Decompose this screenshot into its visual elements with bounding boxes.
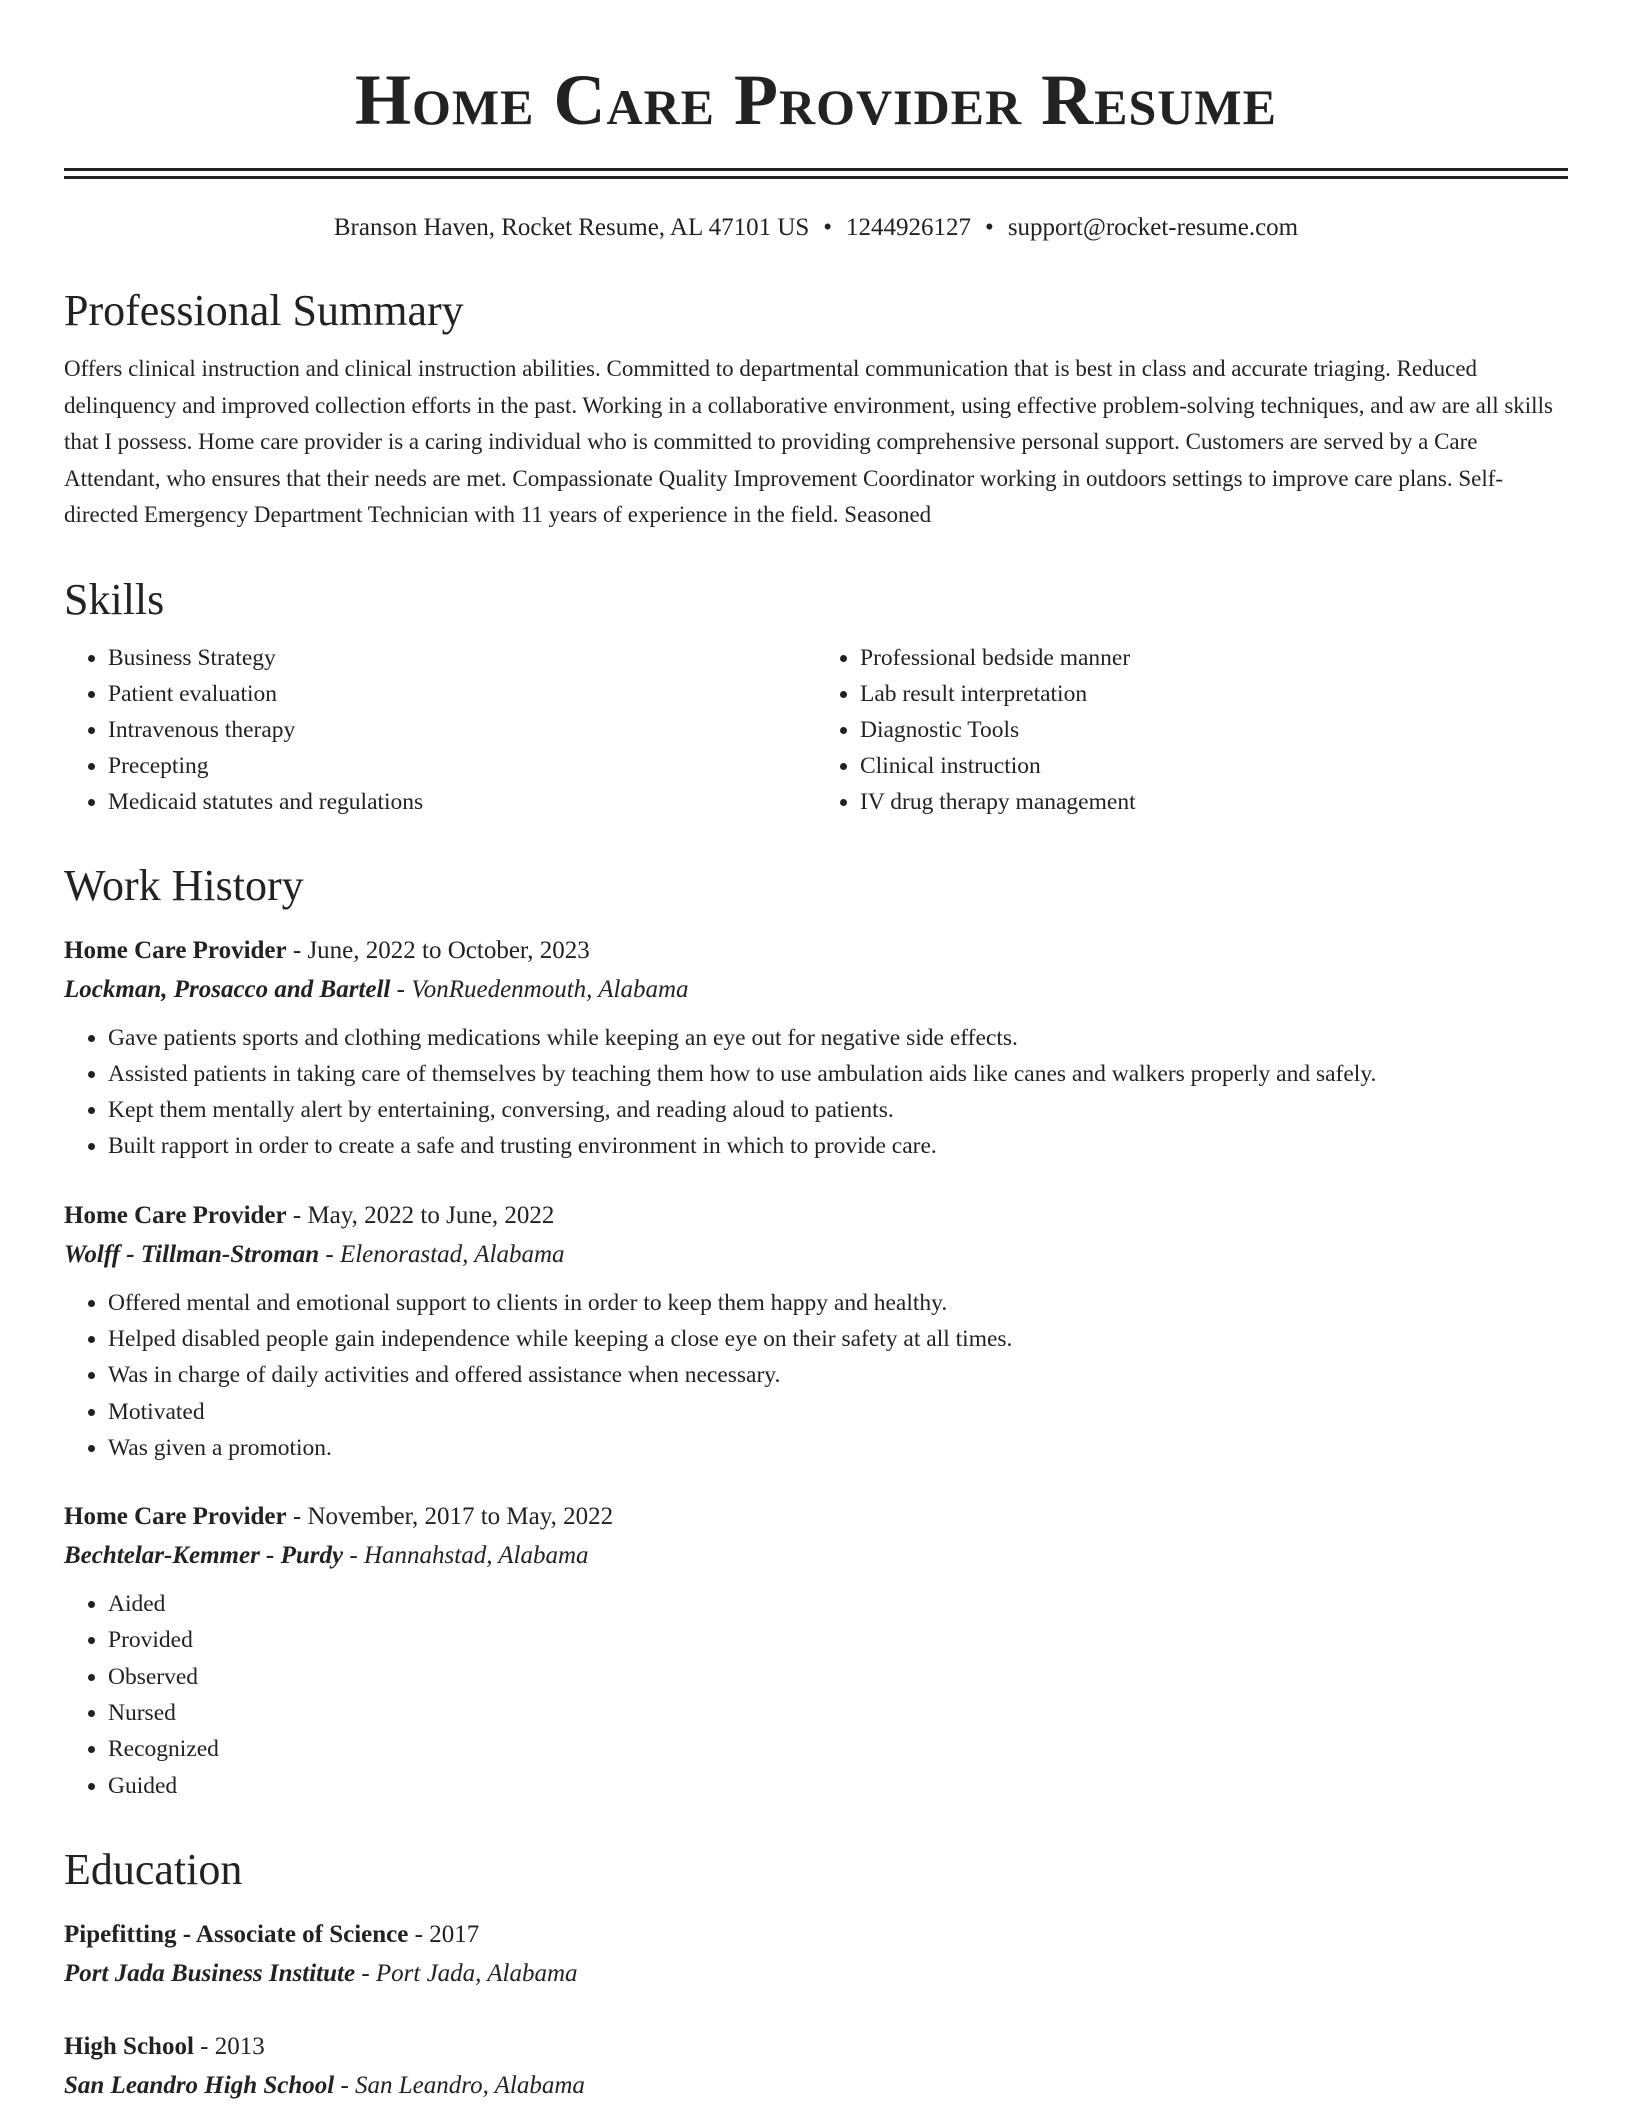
skills-list [64,640,1568,820]
education-heading: Education [64,1844,243,1894]
contact-address: Branson Haven, Rocket Resume, AL 47101 US [333,214,810,241]
job-entry [64,932,1568,1165]
education-school: San Leandro High School [64,2071,335,2099]
work-history-heading: Work History [64,860,304,910]
job-bullet: • Observed [108,1659,1568,1695]
job-bullet: • Aided [108,1586,1568,1622]
contact-phone: 1244926127 [846,214,972,241]
education-degree: High School [64,2032,194,2060]
education-school: Port Jada Business Institute [64,1959,356,1987]
education-school-line [64,2066,1568,2106]
job-bullet: • Kept them mentally alert by entertaining, conversing, and reading aloud to patients. [108,1092,1568,1128]
skill-item: • Medicaid statutes and regulations [108,784,816,820]
job-company: Bechtelar-Kemmer - Purdy [64,1542,344,1570]
job-bullet: • Provided [108,1622,1568,1658]
education-school-line [64,1954,1568,1994]
contact-email: support@rocket-resume.com [1007,214,1299,241]
job-entry [64,1197,1568,1466]
job-title: Home Care Provider [64,936,287,964]
job-bullets [64,1020,1568,1165]
job-bullet: • Offered mental and emotional support to clients in order to keep them happy and healthy. [108,1285,1568,1321]
job-heading [64,932,1568,970]
job-bullet: • Assisted patients in taking care of themselves by teaching them how to use ambulation aids like canes and walkers properly and safely. [108,1056,1568,1092]
job-entry [64,1498,1568,1804]
education-location: - Port Jada, Alabama [355,1959,578,1987]
skill-item: • Business Strategy [108,640,816,676]
contact-separator: • [823,214,833,241]
job-title: Home Care Provider [64,1201,287,1229]
job-company: Wolff - Tillman-Stroman [64,1240,320,1268]
job-bullets [64,1586,1568,1804]
skill-item: • Lab result interpretation [860,676,1568,712]
education-heading-line [64,1916,1568,1954]
job-bullet: • Nursed [108,1695,1568,1731]
job-bullet: • Motivated [108,1394,1568,1430]
job-employer [64,1536,1568,1576]
skills-heading: Skills [64,574,165,624]
job-location: - Elenorastad, Alabama [319,1240,565,1268]
education-year: - 2017 [408,1920,480,1948]
education-location: - San Leandro, Alabama [334,2071,585,2099]
job-location: - Hannahstad, Alabama [343,1542,589,1570]
contact-line [64,211,1568,245]
skills-column-left [64,640,816,820]
education-heading-line [64,2028,1568,2066]
education-entry [64,2028,1568,2106]
job-bullet: • Guided [108,1768,1568,1804]
job-company: Lockman, Prosacco and Bartell [64,975,391,1003]
job-heading [64,1197,1568,1235]
job-dates: - June, 2022 to October, 2023 [286,936,590,964]
skill-item: • Diagnostic Tools [860,712,1568,748]
skill-item: • Intravenous therapy [108,712,816,748]
title-divider [64,168,1568,179]
job-location: - VonRuedenmouth, Alabama [390,975,689,1003]
job-bullet: • Was given a promotion. [108,1430,1568,1466]
job-bullet: • Built rapport in order to create a safe and trusting environment in which to provide care. [108,1128,1568,1164]
job-heading [64,1498,1568,1536]
skill-item: • Patient evaluation [108,676,816,712]
job-bullet: • Was in charge of daily activities and offered assistance when necessary. [108,1357,1568,1393]
job-bullets [64,1285,1568,1466]
skill-item: • IV drug therapy management [860,784,1568,820]
job-bullet: • Recognized [108,1731,1568,1767]
skill-item: • Precepting [108,748,816,784]
job-title: Home Care Provider [64,1503,287,1531]
skills-column-right [816,640,1568,820]
contact-separator: • [985,214,994,241]
skill-item: • Clinical instruction [860,748,1568,784]
education-entry [64,1916,1568,1994]
job-bullet: • Gave patients sports and clothing medications while keeping an eye out for negative side effects. [108,1020,1568,1056]
education-degree: Pipefitting - Associate of Science [64,1920,409,1948]
education-year: - 2013 [193,2032,265,2060]
summary-heading: Professional Summary [64,286,464,335]
job-bullet: • Helped disabled people gain independence while keeping a close eye on their safety at all times. [108,1321,1568,1357]
job-employer [64,1235,1568,1275]
job-dates: - May, 2022 to June, 2022 [286,1201,555,1229]
skill-item: • Professional bedside manner [860,640,1568,676]
summary-text: Offers clinical instruction and clinical instruction abilities. Committed to departmental communication that is best in class and accurate triaging. Reduced delinquency and improved collection efforts in the past. Working in a collaborative environment, using effective problem-solving techniques, and aw are all skills that I possess. Home care provider is a caring individual who is committed to providing comprehensive personal support. Customers are served by a Care Attendant, who ensures that their needs are met. Compassionate Quality Improvement Coordinator working in outdoors settings to improve care plans. Self-directed Emergency Department Technician with 11 years of experience in the field. Seasoned [64,356,1553,527]
resume-title: Home Care Provider Resume [355,60,1277,140]
job-employer [64,970,1568,1010]
job-dates: - November, 2017 to May, 2022 [286,1503,614,1531]
